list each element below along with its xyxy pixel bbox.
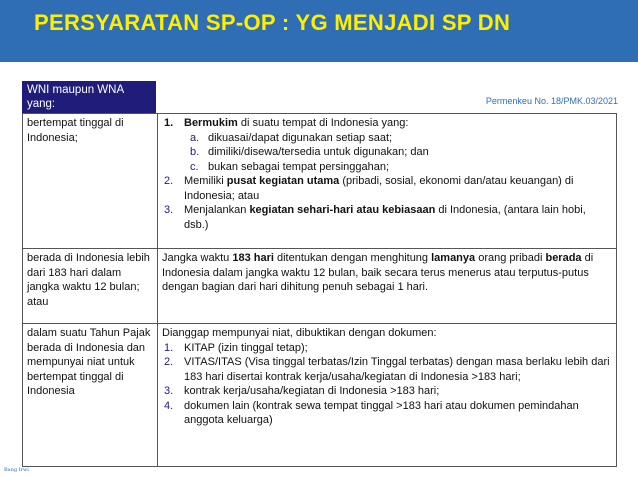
list-item	[186, 160, 612, 175]
list-item	[162, 116, 612, 174]
criterion-cell: dalam suatu Tahun Pajak berada di Indonesia dan mempunyai niat untuk bertempat tinggal di Indonesia	[23, 324, 158, 467]
text-run: orang pribadi	[475, 252, 546, 264]
bold-phrase: kegiatan sehari-hari atau kebiasaan	[249, 204, 436, 216]
table-row	[23, 249, 617, 324]
bold-phrase: berada	[545, 252, 582, 264]
numbered-list	[162, 341, 612, 428]
list-number: 2.	[164, 175, 174, 187]
item-text: dokumen lain (kontrak sewa tempat tinggal >183 hari atau dokumen pemindahan anggota keluarga)	[184, 399, 579, 426]
text-run: ditentukan dengan menghitung	[273, 252, 432, 264]
table-row	[23, 114, 617, 249]
item-text: dimiliki/disewa/tersedia untuk digunakan; dan	[208, 146, 429, 158]
text-run: di Indonesia dalam jangka waktu 12 bulan, baik secara terus menerus atau terputus-putus dengan bagian dari hari dihitung penuh sebagai 1 hari.	[162, 252, 594, 293]
explanation-cell	[158, 324, 617, 467]
text-run: Jangka waktu	[162, 252, 233, 264]
criterion-cell: berada di Indonesia lebih dari 183 hari dalam jangka waktu 12 bulan; atau	[23, 249, 158, 324]
bold-phrase: pusat kegiatan utama	[226, 175, 340, 187]
title-bar	[0, 0, 638, 62]
list-item	[162, 384, 612, 399]
list-item	[162, 203, 612, 232]
lettered-list	[184, 131, 612, 175]
list-item	[162, 399, 612, 428]
header-label: WNI maupun WNA yang:	[22, 81, 156, 113]
item-text: di suatu tempat di Indonesia yang:	[237, 117, 409, 129]
table-row	[23, 324, 617, 467]
numbered-list	[162, 116, 612, 232]
list-item	[186, 145, 612, 160]
requirements-table	[22, 113, 617, 467]
item-text: Memiliki	[184, 175, 227, 187]
list-item	[162, 355, 612, 384]
item-text: Menjalankan	[184, 204, 250, 216]
item-text: VITAS/ITAS (Visa tinggal terbatas/Izin Tinggal terbatas) dengan masa berlaku lebih dari 183 hari disertai kontrak kerja/usaha/kegiatan di Indonesia >183 hari;	[184, 356, 610, 383]
footer-watermark: Bang Irwi	[4, 467, 29, 473]
list-letter: a.	[190, 131, 200, 144]
list-number: 1.	[164, 341, 174, 354]
bold-phrase: lamanya	[431, 252, 476, 264]
list-item	[186, 131, 612, 146]
list-number: 3.	[164, 204, 174, 216]
item-text: di Indonesia, (antara lain hobi, dsb.)	[184, 204, 586, 231]
list-item	[162, 341, 612, 356]
list-number: 1.	[164, 117, 174, 129]
list-number: 4.	[164, 399, 174, 412]
item-text: dikuasai/dapat digunakan setiap saat;	[208, 131, 393, 144]
item-text: KITAP (izin tinggal tetap);	[184, 341, 308, 354]
item-text: kontrak kerja/usaha/kegiatan di Indonesia >183 hari;	[184, 385, 440, 397]
list-letter: c.	[190, 160, 199, 173]
list-number: 2.	[164, 356, 174, 368]
bold-phrase: 183 hari	[232, 252, 274, 264]
item-text: bukan sebagai tempat persinggahan;	[208, 160, 390, 173]
item-text: (pribadi, sosial, ekonomi dan/atau keuangan) di Indonesia; atau	[184, 175, 574, 202]
list-number: 3.	[164, 385, 174, 397]
slide-title: PERSYARATAN SP-OP : YG MENJADI SP DN	[34, 10, 511, 35]
regulation-reference: Permenkeu No. 18/PMK.03/2021	[485, 96, 618, 106]
criterion-cell: bertempat tinggal di Indonesia;	[23, 114, 158, 249]
bold-phrase: Bermukim	[184, 117, 238, 129]
explanation-cell	[158, 114, 617, 249]
explanation-cell	[158, 249, 617, 324]
list-item	[162, 174, 612, 203]
list-letter: b.	[190, 146, 200, 158]
intro-text: Dianggap mempunyai niat, dibuktikan dengan dokumen:	[162, 327, 437, 339]
